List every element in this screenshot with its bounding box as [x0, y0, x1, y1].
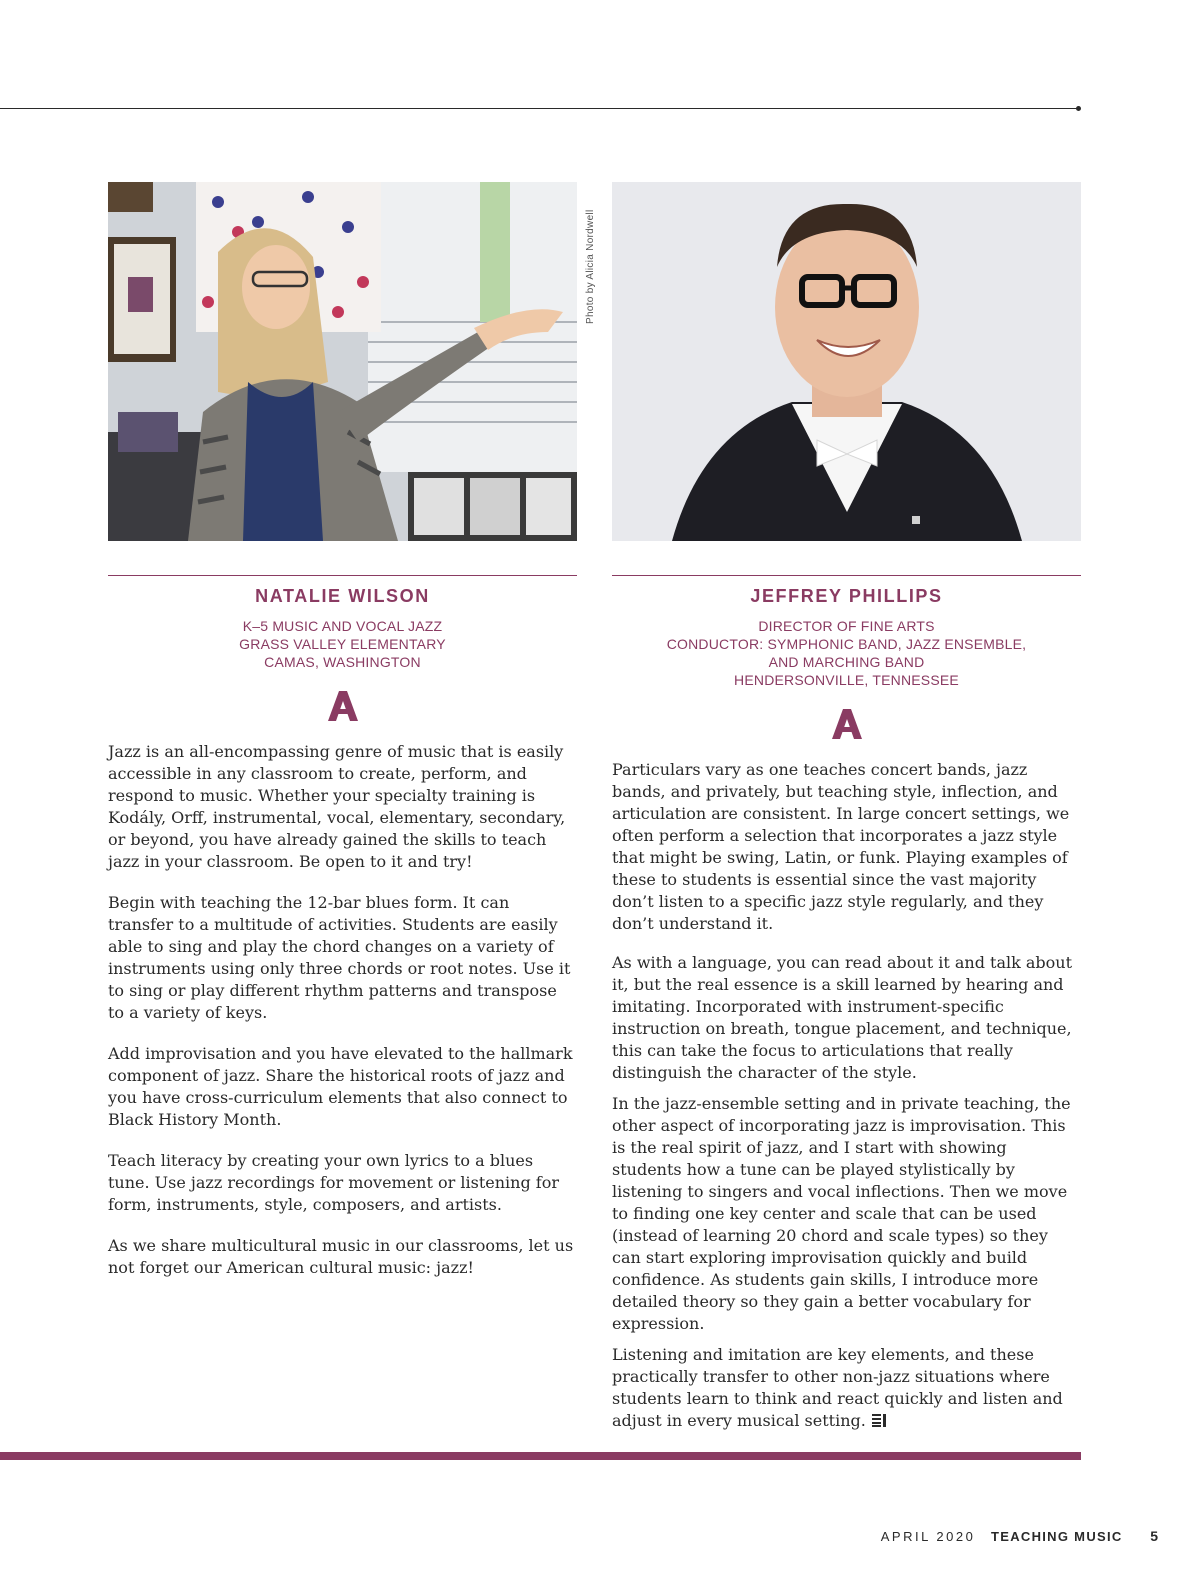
bottom-accent-bar	[0, 1452, 1081, 1460]
page-number: 5	[1150, 1528, 1158, 1544]
paragraph: Add improvisation and you have elevated to the hallmark component of jazz. Share the historical roots of jazz and you have cross-curriculum elements that also connect to Black History Month.	[108, 1044, 573, 1129]
paragraph: In the jazz-ensemble setting and in private teaching, the other aspect of incorporating jazz is improvisation. This is the real spirit of jazz, and I start with showing students how a tune can be played stylistically by listening to singers and vocal inflections. Then we move to finding one key center and scale that can be used (instead of learning 20 chord and scale types) so they can start exploring improvisation quickly and build confidence. As students gain skills, I introduce more detailed theory so they gain a better vocabulary for expression.	[612, 1094, 1071, 1333]
profile-natalie-wilson	[108, 575, 577, 1298]
profile-jeffrey-phillips	[612, 575, 1081, 1441]
photo-credit: Photo by Alicia Nordwell	[585, 209, 596, 324]
profile-name: JEFFREY PHILLIPS	[750, 586, 943, 606]
role-line: CAMAS, WASHINGTON	[264, 654, 421, 670]
answer-a-icon	[326, 689, 360, 723]
paragraph: Teach literacy by creating your own lyrics to a blues tune. Use jazz recordings for movement or listening for form, instruments, style, composers, and artists.	[108, 1151, 559, 1214]
name-rule	[108, 575, 577, 576]
role-line: CONDUCTOR: SYMPHONIC BAND, JAZZ ENSEMBLE,	[666, 636, 1027, 652]
role-line: HENDERSONVILLE, TENNESSEE	[734, 672, 959, 688]
profile-roles	[108, 617, 577, 671]
photo-natalie-wilson	[108, 182, 577, 541]
paragraph: Particulars vary as one teaches concert bands, jazz bands, and privately, but teaching style, inflection, and articulation are consistent. In large concert settings, we often perform a selection that incorporates a jazz style that might be swing, Latin, or funk. Playing examples of these to students is essential since the vast majority don’t listen to a specific jazz style regularly, and they don’t understand it.	[612, 760, 1070, 933]
profile-name: NATALIE WILSON	[255, 586, 430, 606]
page-footer	[881, 1528, 1158, 1544]
paragraph	[612, 1344, 1081, 1432]
profile-roles	[612, 617, 1081, 689]
answer-a-icon	[830, 707, 864, 741]
issue-date: APRIL 2020	[880, 1529, 976, 1544]
answer-text	[612, 759, 1081, 1432]
answer-text	[108, 741, 577, 1279]
top-rule-dot	[1076, 106, 1081, 111]
name-rule	[612, 575, 1081, 576]
photo-jeffrey-phillips	[612, 182, 1081, 541]
paragraph-text: Listening and imitation are key elements, and these practically transfer to other non-jazz situations where students learn to think and react quickly and listen and adjust in every musical setting.	[612, 1345, 1063, 1430]
magazine-title: TEACHING MUSIC	[990, 1529, 1123, 1544]
top-rule	[0, 108, 1078, 109]
end-mark-icon	[872, 1413, 886, 1427]
paragraph: As we share multicultural music in our classrooms, let us not forget our American cultural music: jazz!	[108, 1236, 574, 1277]
role-line: K–5 MUSIC AND VOCAL JAZZ	[242, 618, 443, 634]
paragraph: Jazz is an all-encompassing genre of music that is easily accessible in any classroom to create, perform, and respond to music. Whether your specialty training is Kodály, Orff, instrumental, vocal, elementary, secondary, or beyond, you have already gained the skills to teach jazz in your classroom. Be open to it and try!	[108, 742, 566, 871]
paragraph: Begin with teaching the 12-bar blues form. It can transfer to a multitude of activities. Students are easily able to sing and play the chord changes on a variety of instruments using only three chords or root notes. Use it to sing or play different rhythm patterns and transpose to a variety of keys.	[108, 893, 571, 1022]
role-line: GRASS VALLEY ELEMENTARY	[239, 636, 446, 652]
role-line: AND MARCHING BAND	[768, 654, 925, 670]
paragraph: As with a language, you can read about it and talk about it, but the real essence is a skill learned by hearing and imitating. Incorporated with instrument-specific instruction on breath, tongue placement, and technique, this can take the focus to articulations that really distinguish the character of the style.	[612, 953, 1073, 1082]
role-line: DIRECTOR OF FINE ARTS	[758, 618, 935, 634]
